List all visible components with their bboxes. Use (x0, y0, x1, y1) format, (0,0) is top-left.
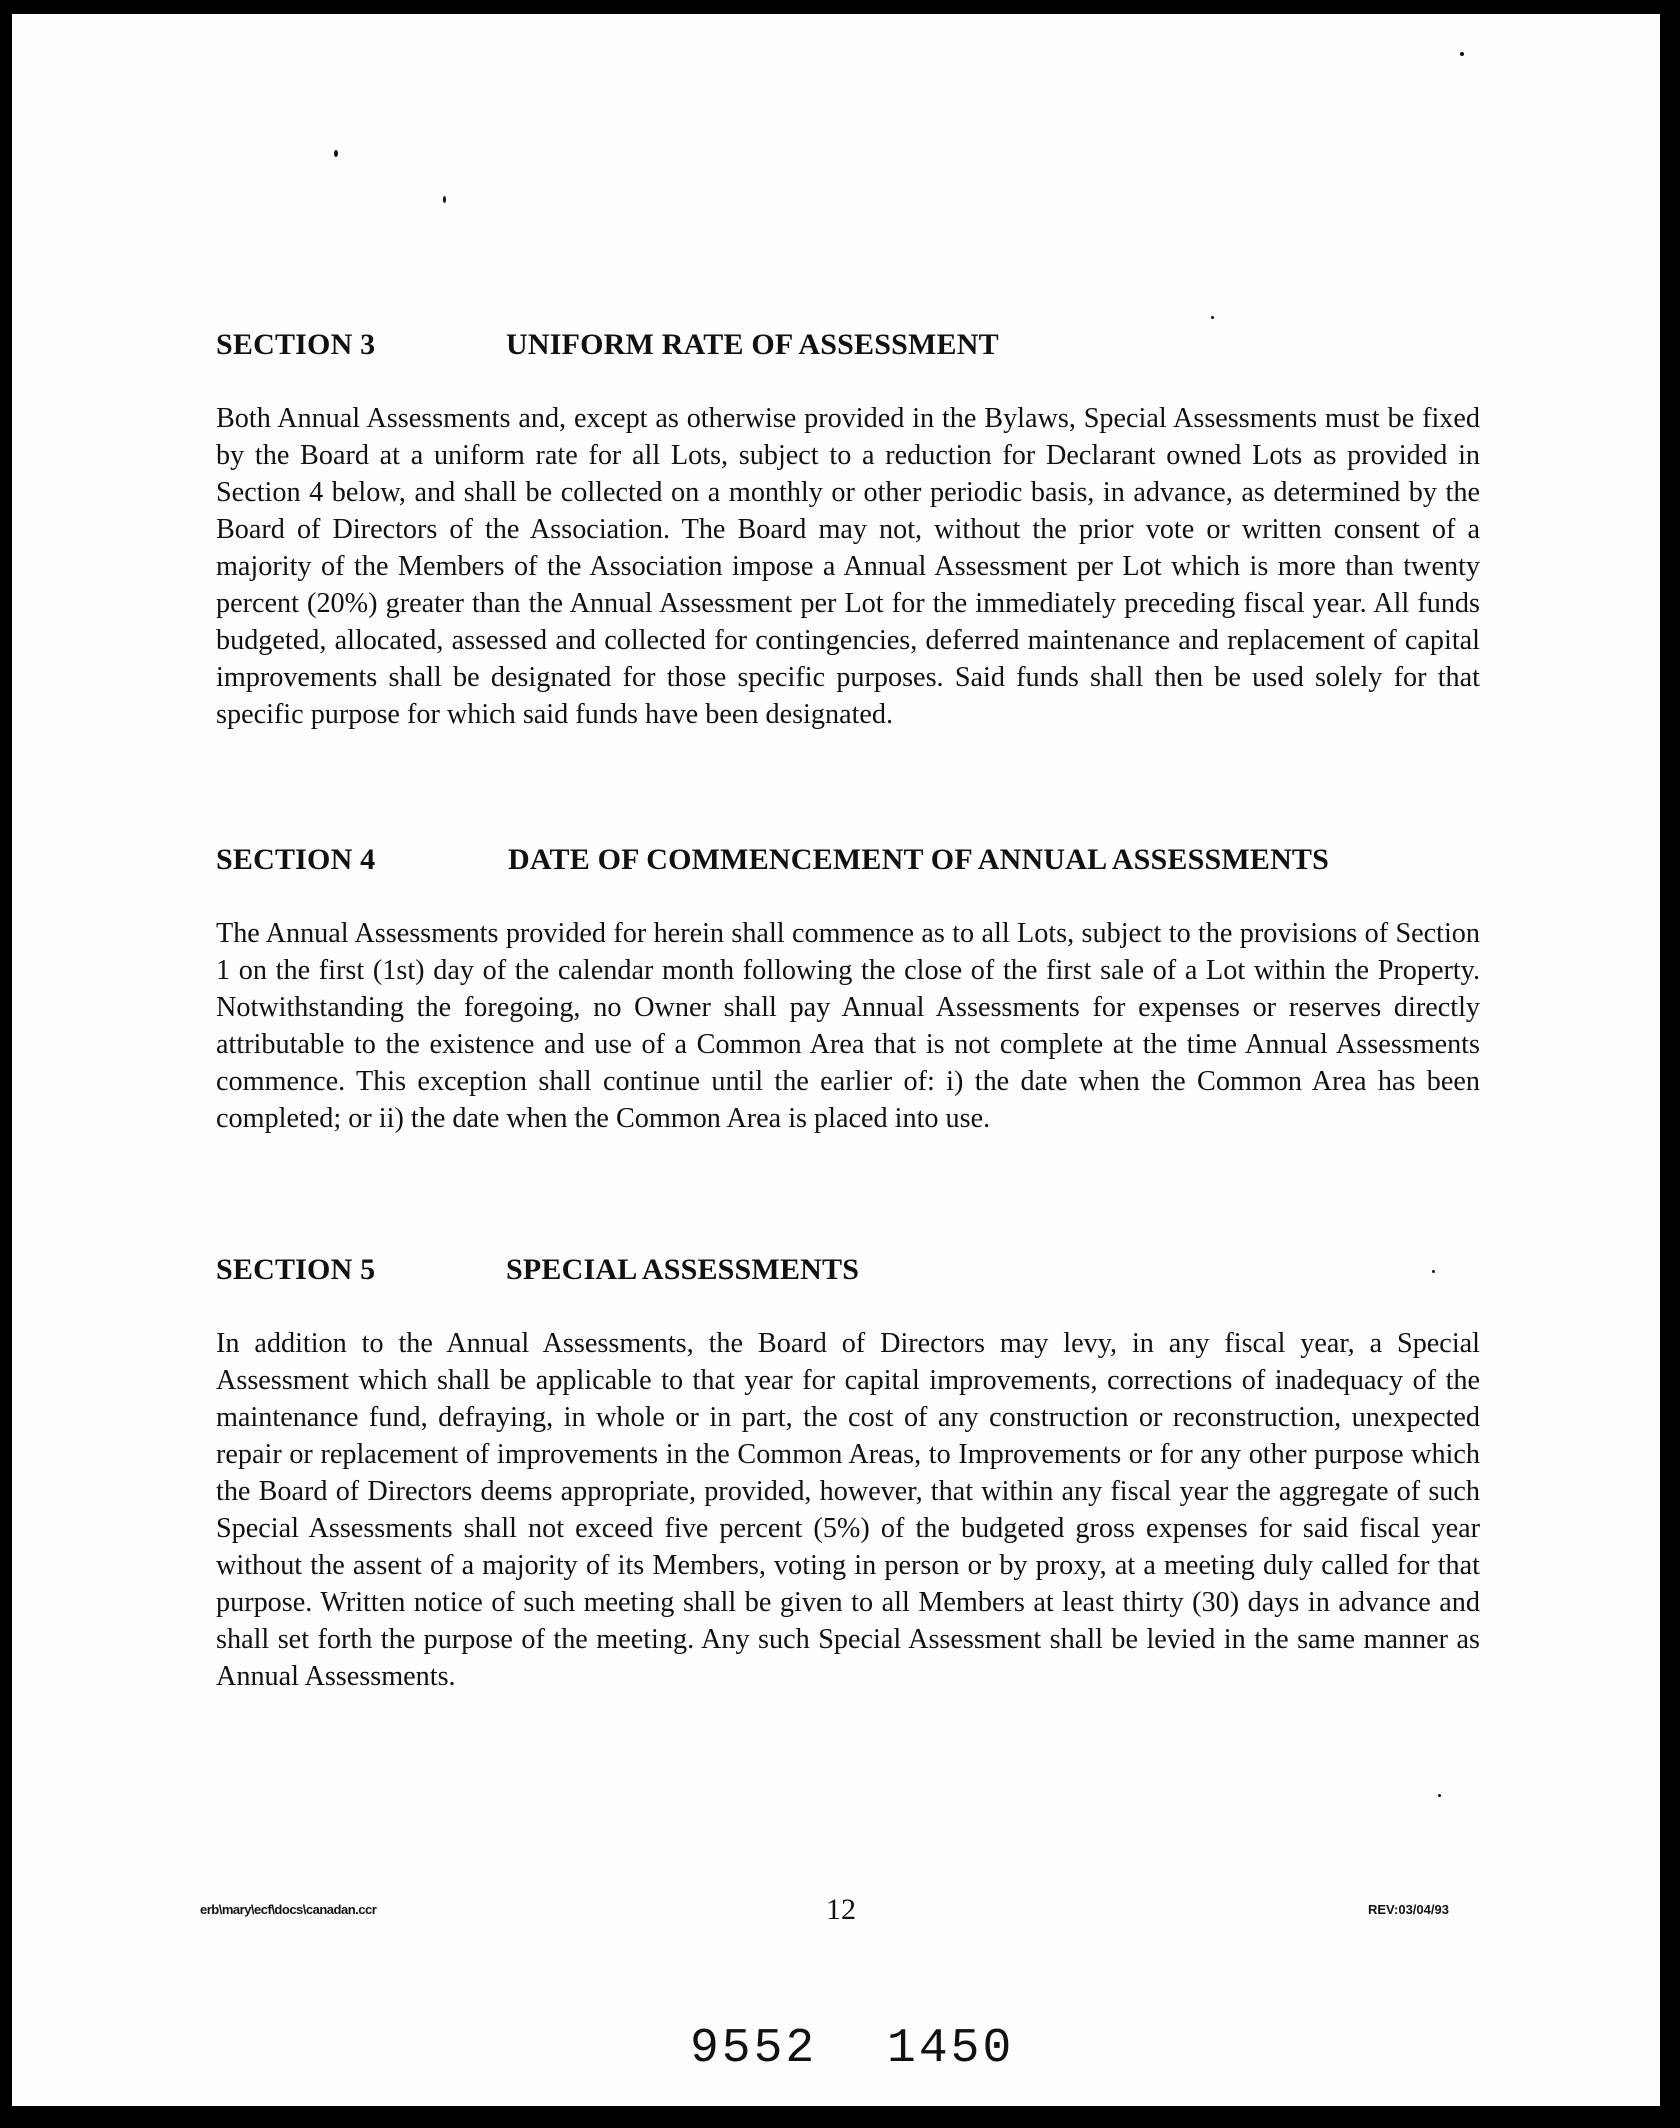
footer-revision: REV:03/04/93 (1368, 1902, 1449, 1917)
scan-speck (443, 196, 446, 203)
section-body: Both Annual Assessments and, except as otherwise provided in the Bylaws, Special Assessments must be fixed by the Board at a uniform rate for all Lots, subject to a reduction for Declarant owned Lots as provided in Section 4 below, and shall be collected on a monthly or other periodic basis, in advance, as determined by the Board of Directors of the Association. The Board may not, without the prior vote or written consent of a majority of the Members of the Association impose a Annual Assessment per Lot which is more than twenty percent (20%) greater than the Annual Assessment per Lot for the immediately preceding fiscal year. All funds budgeted, allocated, assessed and collected for contingencies, deferred maintenance and replacement of capital improvements shall be designated for those specific purposes. Said funds shall then be used solely for that specific purpose for which said funds have been designated. (216, 403, 1480, 730)
section-4 (216, 843, 1480, 1137)
scan-speck (1438, 1794, 1441, 1797)
section-title: UNIFORM RATE OF ASSESSMENT (506, 328, 999, 361)
footer-page-number: 12 (826, 1893, 856, 1926)
section-body: In addition to the Annual Assessments, the Board of Directors may levy, in any fiscal year, a Special Assessment which shall be applicable to that year for capital improvements, corrections of inadequacy of the maintenance fund, defraying, in whole or in part, the cost of any construction or reconstruction, unexpected repair or replacement of improvements in the Common Areas, to Improvements or for any other purpose which the Board of Directors deems appropriate, provided, however, that within any fiscal year the aggregate of such Special Assessments shall not exceed five percent (5%) of the budgeted gross expenses for said fiscal year without the assent of a majority of its Members, voting in person or by proxy, at a meeting duly called for that purpose. Written notice of such meeting shall be given to all Members at least thirty (30) days in advance and shall set forth the purpose of the meeting. Any such Special Assessment shall be levied in the same manner as Annual Assessments. (216, 1328, 1480, 1692)
section-number: SECTION 4 (216, 843, 376, 876)
section-3 (216, 328, 1480, 733)
section-title: SPECIAL ASSESSMENTS (506, 1253, 860, 1286)
scan-speck (1211, 316, 1214, 319)
section-number: SECTION 5 (216, 1253, 376, 1286)
document-number: 9552 1450 (690, 2022, 1015, 2076)
section-body: The Annual Assessments provided for herein shall commence as to all Lots, subject to the provisions of Section 1 on the first (1st) day of the calendar month following the close of the first sale of a Lot within the Property. Notwithstanding the foregoing, no Owner shall pay Annual Assessments for expenses or reserves directly attributable to the existence and use of a Common Area that is not complete at the time Annual Assessments commence. This exception shall continue until the earlier of: i) the date when the Common Area has been completed; or ii) the date when the Common Area is placed into use. (216, 918, 1480, 1134)
scan-speck (1460, 52, 1464, 56)
section-heading (216, 1253, 1480, 1293)
section-5 (216, 1253, 1480, 1695)
section-number: SECTION 3 (216, 328, 376, 361)
section-heading (216, 328, 1480, 368)
footer-file-path: erb\mary\ecf\docs\canadan.ccr (200, 1902, 377, 1917)
section-title: DATE OF COMMENCEMENT OF ANNUAL ASSESSMENTS (508, 843, 1330, 876)
section-heading (216, 843, 1480, 883)
scan-speck (334, 150, 338, 157)
